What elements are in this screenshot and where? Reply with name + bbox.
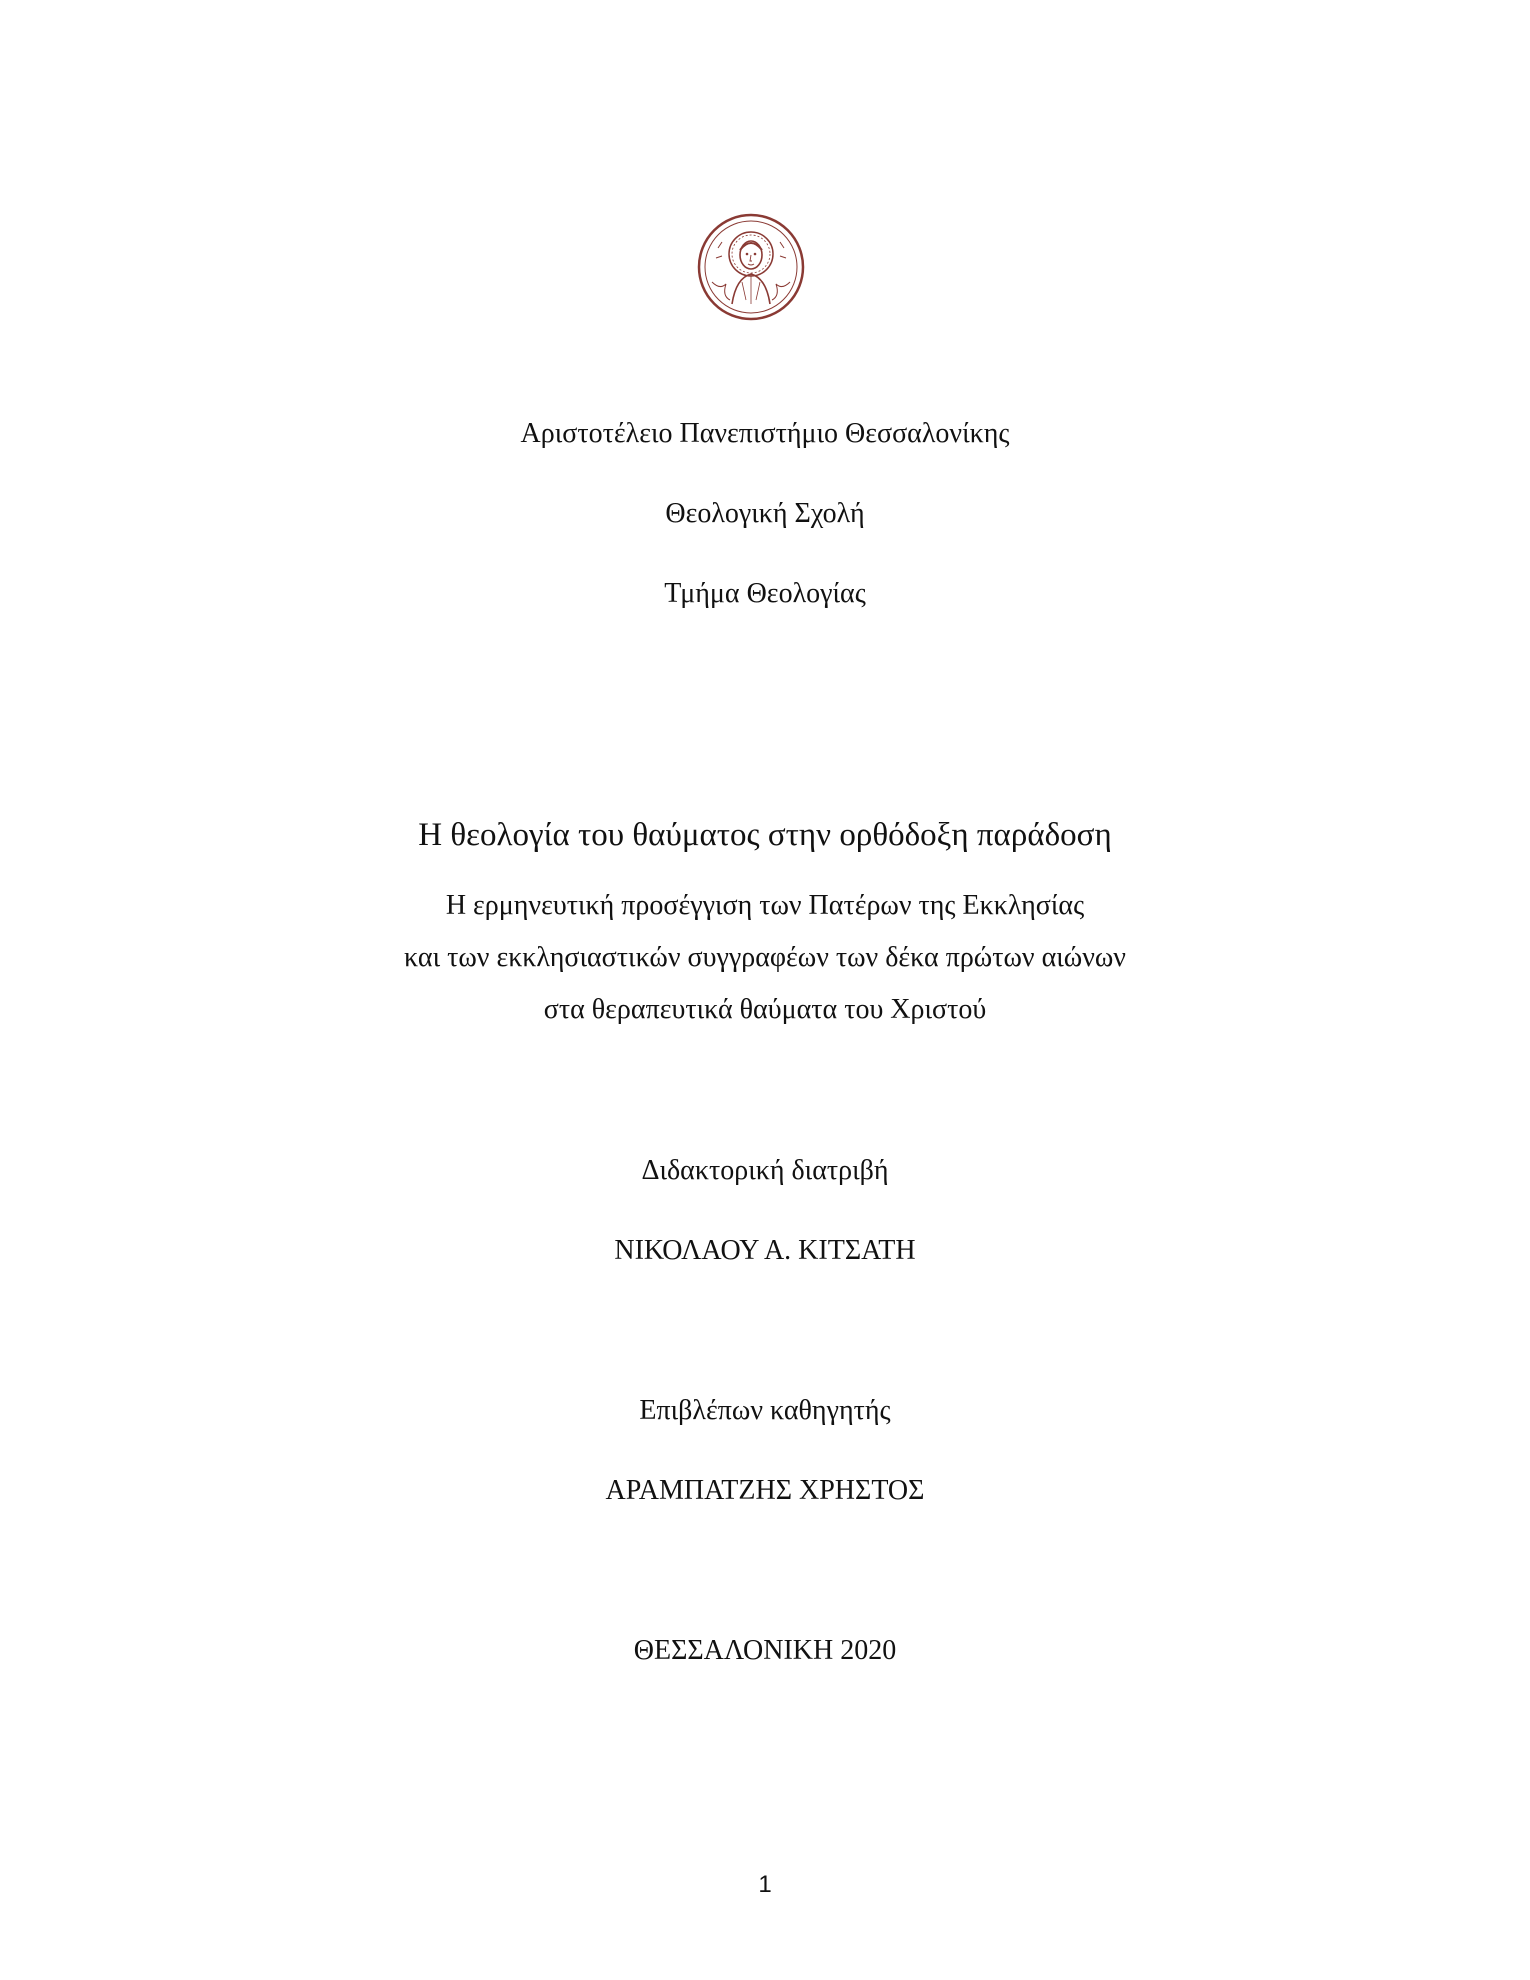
- thesis-subtitle-line: Η ερμηνευτική προσέγγιση των Πατέρων της Εκκλησίας: [445, 890, 1085, 921]
- university-seal-icon: [696, 212, 806, 322]
- supervisor-label: Επιβλέπων καθηγητής: [639, 1395, 891, 1426]
- page-number: 1: [758, 1871, 772, 1898]
- thesis-subtitle-line: στα θεραπευτικά θαύματα του Χριστού: [543, 994, 987, 1025]
- thesis-title: Η θεολογία του θαύματος στην ορθόδοξη παράδοση: [418, 817, 1112, 853]
- supervisor-name: ΑΡΑΜΠΑΤΖΗΣ ΧΡΗΣΤΟΣ: [605, 1475, 925, 1506]
- thesis-type-label: Διδακτορική διατριβή: [641, 1155, 889, 1186]
- thesis-subtitle-line: και των εκκλησιαστικών συγγραφέων των δέκα πρώτων αιώνων: [404, 942, 1126, 973]
- place-year: ΘΕΣΣΑΛΟΝΙΚΗ 2020: [633, 1635, 897, 1666]
- university-name: Αριστοτέλειο Πανεπιστήμιο Θεσσαλονίκης: [520, 418, 1010, 449]
- author-name: ΝΙΚΟΛΑΟΥ Α. ΚΙΤΣΑΤΗ: [614, 1235, 916, 1266]
- school-name: Θεολογική Σχολή: [665, 498, 865, 529]
- department-name: Τμήμα Θεολογίας: [664, 578, 866, 609]
